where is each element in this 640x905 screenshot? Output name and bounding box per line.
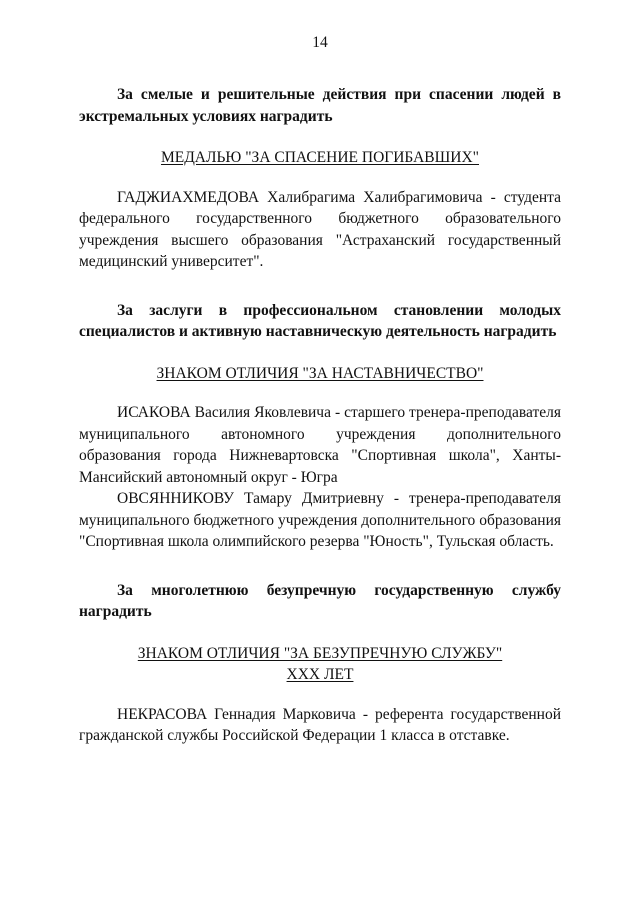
awardee-paragraph: ИСАКОВА Василия Яковлевича - старшего тренера-преподавателя муниципального автономного учреждения дополнительного образования города Нижневартовска "Спортивная школа", Ханты-Мансийский автономный округ - Югра bbox=[79, 404, 561, 486]
page-number: 14 bbox=[312, 34, 328, 51]
award-title-line: МЕДАЛЬЮ "ЗА СПАСЕНИЕ ПОГИБАВШИХ" bbox=[160, 149, 479, 166]
awardee-paragraph: ГАДЖИАХМЕДОВА Халибрагима Халибрагимовича - студента федерального государственного бюджетного образовательного учреждения высшего образования "Астраханский государственный медицинский университет". bbox=[79, 188, 561, 270]
awardee-paragraph: НЕКРАСОВА Геннадия Марковича - референта государственной гражданской службы Российской Федерации 1 класса в отставке. bbox=[79, 705, 561, 744]
award-intro: За заслуги в профессиональном становлении молодых специалистов и активную наставническую деятельность наградить bbox=[79, 301, 561, 340]
awardee-paragraph: ОВСЯННИКОВУ Тамару Дмитриевну - тренера-преподавателя муниципального бюджетного учреждения дополнительного образования "Спортивная школа олимпийского резерва "Юность", Тульская область. bbox=[79, 490, 561, 550]
award-intro: За многолетнюю безупречную государственную службу наградить bbox=[79, 581, 561, 620]
award-intro: За смелые и решительные действия при спасении людей в экстремальных условиях наградить bbox=[79, 86, 561, 125]
award-title-line: XXX ЛЕТ bbox=[286, 666, 354, 683]
award-title bbox=[79, 147, 561, 169]
award-title bbox=[79, 643, 561, 686]
award-title-line: ЗНАКОМ ОТЛИЧИЯ "ЗА НАСТАВНИЧЕСТВО" bbox=[156, 364, 484, 382]
award-title-line: ЗНАКОМ ОТЛИЧИЯ "ЗА БЕЗУПРЕЧНУЮ СЛУЖБУ" bbox=[137, 644, 503, 662]
award-title bbox=[79, 363, 561, 385]
document-body bbox=[79, 84, 561, 747]
